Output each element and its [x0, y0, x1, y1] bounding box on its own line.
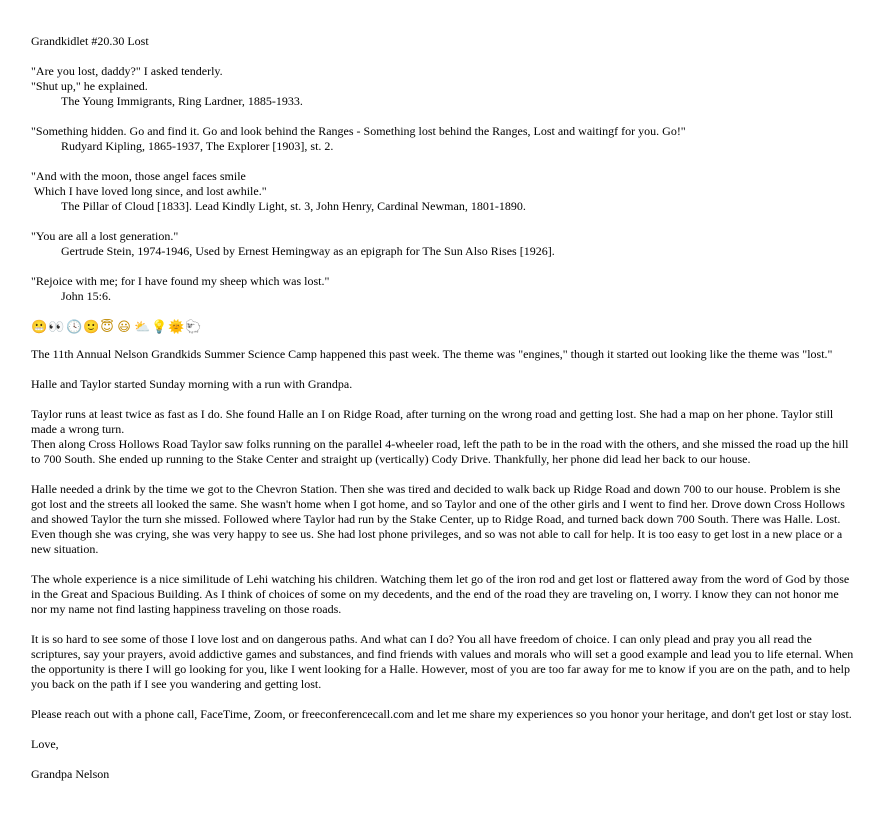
eyes-icon: 👀 [48, 320, 65, 335]
body-paragraph [31, 377, 857, 392]
quote-block [31, 274, 857, 304]
quote-line: "Shut up," he explained. [31, 79, 148, 93]
signature: Grandpa Nelson [31, 767, 110, 781]
quote-source: John 15:6. [61, 289, 112, 303]
slight-smile-face-icon: 🙂 [83, 320, 100, 335]
paragraph-text: The 11th Annual Nelson Grandkids Summer Science Camp happened this past week. The theme was "engines," though it started out looking like the theme was "lost." [31, 347, 833, 361]
grimace-face-icon: 😬 [31, 320, 48, 335]
emoji-row [31, 319, 857, 337]
sun-icon: 🌞 [168, 320, 185, 335]
sheep-icon: 🐑 [185, 320, 202, 335]
quote-line: "Are you lost, daddy?" I asked tenderly. [31, 64, 223, 78]
body-paragraph [31, 347, 857, 362]
smile-face-icon: 😃 [117, 320, 131, 335]
quote-line: "And with the moon, those angel faces smile [31, 169, 246, 183]
halo-face-icon: 😇 [100, 320, 114, 335]
salutation: Love, [31, 737, 59, 751]
sun-behind-cloud-icon: ⛅ [134, 320, 151, 335]
post-body [31, 347, 857, 722]
quote-block [31, 64, 857, 109]
light-bulb-icon: 💡 [151, 320, 168, 335]
quote-line: "You are all a lost generation." [31, 229, 179, 243]
body-paragraph [31, 572, 857, 617]
body-paragraph [31, 632, 857, 692]
paragraph-text: Please reach out with a phone call, FaceTime, Zoom, or freeconferencecall.com and let me share my experiences so you honor your heritage, and don't get lost or stay lost. [31, 707, 852, 721]
post-title: Grandkidlet #20.30 Lost [31, 34, 149, 48]
quote-source: The Young Immigrants, Ring Lardner, 1885-1933. [61, 94, 303, 108]
quote-block [31, 229, 857, 259]
body-paragraph [31, 707, 857, 722]
paragraph-text: Then along Cross Hollows Road Taylor saw folks running on the parallel 4-wheeler road, left the path to be in the road with the others, and she missed the road up the hill to 700 South. She ended up running to the Stake Center and straight up (vertically) Cody Drive. Thankfully, her phone did lead her back to our house. [31, 437, 849, 466]
quotes-section [31, 64, 857, 304]
body-paragraph [31, 482, 857, 557]
paragraph-text: It is so hard to see some of those I love lost and on dangerous paths. And what can I do? You all have freedom of choice. I can only plead and pray you all read the scriptures, say your prayers, avoid addictive games and substances, and find friends with values and morals who will set a good example and lead you to life eternal. When the opportunity is there I will go looking for you, like I went looking for a Halle. However, most of you are too far away for me to know if you are on the path, and to help you back on the path if I see you wandering and getting lost. [31, 632, 854, 691]
quote-source: Rudyard Kipling, 1865-1937, The Explorer [1903], st. 2. [61, 139, 334, 153]
quote-source: The Pillar of Cloud [1833]. Lead Kindly Light, st. 3, John Henry, Cardinal Newman, 1801-1890. [61, 199, 526, 213]
paragraph-text: Halle and Taylor started Sunday morning with a run with Grandpa. [31, 377, 353, 391]
paragraph-text: The whole experience is a nice similitude of Lehi watching his children. Watching them let go of the iron rod and get lost or flattered away from the word of God by those in the Great and Spacious Building. As I think of choices of some on my decedents, and the end of the road they are traveling on, I worry. I know they can not honor me nor my name not find lasting happiness traveling on those roads. [31, 572, 850, 616]
body-paragraph [31, 407, 857, 467]
paragraph-text: Halle needed a drink by the time we got to the Chevron Station. Then she was tired and decided to walk back up Ridge Road and down 700 to our house. Problem is she got lost and the streets all looked the same. She wasn't home when I got home, and so Taylor and one of the other girls and I went to find her. Drove down Cross Hollows and showed Taylor the turn she missed. Followed where Taylor had run by the Stake Center, up to Ridge Road, and turned back down 700 South. There was Halle. Lost. Even though she was crying, she was very happy to see us. She had lost phone privileges, and so was not able to call for help. It is too easy to get lost in a new place or a new situation. [31, 482, 845, 556]
paragraph-text: Taylor runs at least twice as fast as I do. She found Halle an I on Ridge Road, after turning on the wrong road and getting lost. She had a map on her phone. Taylor still made a wrong turn. [31, 407, 834, 436]
quote-line: "Rejoice with me; for I have found my sheep which was lost." [31, 274, 330, 288]
quote-block [31, 169, 857, 214]
quote-source: Gertrude Stein, 1974-1946, Used by Ernest Hemingway as an epigraph for The Sun Also Rises [1926]. [61, 244, 555, 258]
clock-icon: 🕓 [66, 320, 83, 335]
quote-line: "Something hidden. Go and find it. Go and look behind the Ranges - Something lost behind the Ranges, Lost and waitingf for you. Go!" [31, 124, 686, 138]
quote-block [31, 124, 857, 154]
quote-line: Which I have loved long since, and lost awhile." [31, 184, 267, 198]
